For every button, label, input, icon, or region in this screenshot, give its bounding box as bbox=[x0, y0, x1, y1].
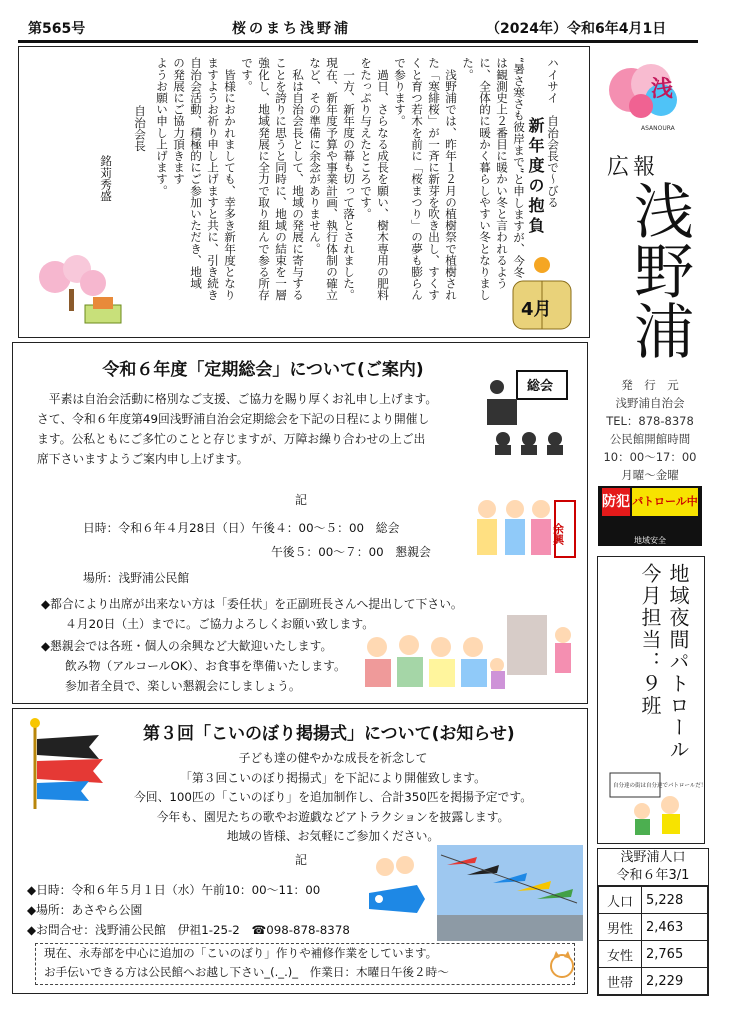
line: 過日、さらなる成長を願い、樹木専用の肥料 bbox=[376, 57, 390, 301]
night-patrol-text bbox=[636, 563, 692, 761]
party-invite: 参加者全員で、楽しい懇親会にしましょう。 bbox=[65, 679, 301, 693]
elderly-singing-and-dance-illustration bbox=[357, 605, 583, 697]
line: です。 bbox=[240, 57, 254, 92]
koinobori-body: 子ども達の健やかな成長を祈念して 「第３回こいのぼり掲揚式」を下記により開催致します。 今回、100匹の「こいのぼり」を追加制作し、合計350匹を掲揚予定です。 今年も、園児たちの歌やお遊戯などアトラクションを披露します。 地域の皆様、お気軽にご参加ください。 bbox=[134, 751, 532, 843]
asanoura-logo bbox=[601, 56, 697, 136]
koinobori-section bbox=[12, 708, 588, 994]
publisher-info bbox=[603, 376, 697, 484]
meeting-datetime: 日時：令和６年４月28日（日）午後４：00〜５：00 総会 bbox=[83, 521, 400, 535]
line: で参ります。 bbox=[393, 57, 407, 127]
party-drinks: 飲み物（アルコールOK）、お食事を準備いたします。 bbox=[65, 659, 346, 673]
table-row bbox=[599, 968, 708, 995]
badge-top: 防犯 bbox=[602, 488, 630, 516]
new-year-section bbox=[18, 46, 590, 338]
april-calendar-illustration bbox=[507, 255, 577, 333]
svg-text:余興: 余興 bbox=[551, 523, 565, 545]
badge-sub: 地域安全 bbox=[634, 536, 666, 545]
proxy-note: ◆都合により出席が出来ない方は「委任状」を正副班長さんへ提出して下さい。 bbox=[41, 597, 463, 611]
pop-label: 人口 bbox=[599, 887, 642, 914]
line: 皆様におかれましても、幸多き新年度となり bbox=[223, 57, 237, 301]
pop-label: 世帯 bbox=[599, 968, 642, 995]
koinobori-contact: ◆お問合せ：浅野浦公民館 伊祖1-25-2 ☎098-878-8378 bbox=[27, 923, 350, 937]
line: は観測史上２番目に暖かい冬と言われるよう bbox=[495, 57, 509, 289]
meeting-place: 場所：浅野浦公民館 bbox=[83, 571, 190, 585]
meeting-podium-illustration bbox=[483, 365, 579, 457]
children-on-carp-illustration bbox=[365, 849, 427, 929]
line: た。 bbox=[461, 57, 475, 81]
line: ようお願い申し上げます。 bbox=[155, 57, 169, 197]
signature-role: 自治会長 bbox=[133, 105, 147, 152]
svg-text:ASANOURA: ASANOURA bbox=[641, 125, 675, 132]
meeting-body: 平素は自治会活動に格別なご支援、ご協力を賜り厚くお礼申し上げます。 さて、令和６年度第49回浅野浦自治会定期総会を下記の日程により開催し ます。公私ともにご多忙のことと存じますが、万障お繰り合わせの上ご出 席下さいますようご案内申し上げます。 bbox=[37, 392, 438, 466]
line: た「寒緋桜」が一斉に新芽を吹き出し、すくす bbox=[427, 57, 441, 301]
night-patrol-box bbox=[597, 556, 705, 844]
signature-name: 銘苅秀盛 bbox=[99, 155, 113, 202]
patrol-poster-illustration bbox=[608, 771, 707, 837]
line: ことを誇りに思うと同時に、地域の結束を一層 bbox=[274, 57, 288, 301]
cat-icon bbox=[547, 949, 577, 979]
entertainment-illustration bbox=[471, 493, 579, 563]
party-note: ◆懇親会では各班・個人の余興など大歓迎いたします。 bbox=[41, 639, 333, 653]
population-title: 浅野浦人口 令和６年3/1 bbox=[598, 849, 708, 886]
pop-label: 女性 bbox=[599, 941, 642, 968]
koinobori-title: 第３回「こいのぼり掲揚式」について(お知らせ) bbox=[143, 724, 515, 744]
pop-label: 男性 bbox=[599, 914, 642, 941]
publisher-tel: TEL：878-8378 bbox=[606, 414, 694, 428]
line: “暑さ寒さも彼岸まで”と申しますが、今冬 bbox=[512, 57, 526, 278]
table-row bbox=[599, 914, 708, 941]
koinobori-park-photo bbox=[437, 845, 583, 941]
line: ますようお祈り申し上げますと共に、引き続き bbox=[206, 57, 220, 301]
line: くと育つ若木を前に「桜まつり」の夢も膨らん bbox=[410, 57, 424, 301]
header-divider bbox=[18, 40, 698, 43]
pop-value: 2,765 bbox=[642, 941, 708, 968]
pop-value: 5,228 bbox=[642, 887, 708, 914]
table-row bbox=[599, 941, 708, 968]
kouhou-label: 広報 bbox=[607, 155, 660, 180]
proxy-deadline: ４月20日（土）までに。ご協力よろしくお願い致します。 bbox=[65, 617, 374, 631]
publisher-name: 浅野浦自治会 bbox=[615, 396, 685, 410]
line: など、その準備に余念がありません。 bbox=[308, 57, 322, 255]
ki-label: 記 bbox=[295, 853, 308, 867]
hours-label: 公民館開館時間 bbox=[609, 432, 691, 446]
crime-prevention-patrol-badge bbox=[598, 486, 702, 546]
koinobori-place: ◆場所：あさやら公園 bbox=[27, 903, 143, 917]
svg-text:自分達の街は自分達でパトロールだ！: 自分達の街は自分達でパトロールだ！ bbox=[613, 783, 707, 789]
hours: 10：00〜17：00 bbox=[603, 450, 697, 464]
patrol-line2: 今月担当：９班 bbox=[638, 563, 662, 717]
line: 現在、新年度予算や事業計画、執行体制の確立 bbox=[325, 57, 339, 301]
pop-value: 2,229 bbox=[642, 968, 708, 995]
volunteer-notice: 現在、永寿部を中心に追加の「こいのぼり」作りや補修作業をしています。 お手伝いできる方は公民館へお越し下さい_(._.)_ 作業日：木曜日午後２時〜 bbox=[35, 943, 575, 985]
issue-date: （2024年）令和6年4月1日 bbox=[486, 21, 667, 37]
signature bbox=[89, 105, 157, 201]
patrol-line1: 地域夜間パトロール bbox=[666, 563, 690, 761]
general-meeting-section bbox=[12, 342, 588, 704]
ki-label: 記 bbox=[295, 493, 308, 507]
calendar-label: 4月 bbox=[521, 299, 552, 320]
new-year-text bbox=[153, 57, 561, 327]
cherry-blossom-picnic-illustration bbox=[31, 253, 127, 327]
svg-text:浅: 浅 bbox=[651, 77, 674, 102]
koinobori-date: ◆日時：令和６年５月１日（水）午前10：00〜11：00 bbox=[27, 883, 321, 897]
greeting: ハイサイ 自治会長で〜びる bbox=[546, 57, 560, 208]
line: に、全体的に暖かく暮らしやすい冬となりまし bbox=[478, 57, 492, 301]
publisher-label: 発 行 元 bbox=[621, 378, 679, 392]
table-row bbox=[599, 887, 708, 914]
meeting-title: 令和６年度「定期総会」について(ご案内) bbox=[102, 360, 424, 380]
meeting-datetime-2: 午後５：00〜７：00 懇親会 bbox=[271, 545, 431, 559]
svg-text:総会: 総会 bbox=[527, 379, 554, 394]
open-days: 月曜〜金曜 bbox=[621, 468, 679, 482]
line: の発展にご協力頂きます bbox=[172, 57, 186, 185]
line: 一方、新年度の幕も切って落とされました。 bbox=[342, 57, 356, 301]
masthead-title: 浅野浦 bbox=[624, 180, 694, 360]
new-year-heading: 新年度の抱負 bbox=[526, 117, 545, 237]
line: 私は自治会長として、地域の発展に寄与する bbox=[291, 57, 305, 301]
newsletter-subtitle: 桜のまち浅野浦 bbox=[232, 21, 351, 37]
line: 強化し、地域発展に全力で取り組んで参る所存 bbox=[257, 57, 271, 301]
issue-number: 第565号 bbox=[28, 21, 86, 37]
line: 浅野浦では、昨年１２月の植樹祭で植樹され bbox=[444, 57, 458, 301]
population-table bbox=[597, 848, 709, 996]
line: をたっぷり与えたところです。 bbox=[359, 57, 373, 220]
line: 自治会活動、積極的にご参加いただき、地域 bbox=[189, 57, 203, 289]
pop-value: 2,463 bbox=[642, 914, 708, 941]
badge-main: パトロール中 bbox=[632, 488, 698, 516]
